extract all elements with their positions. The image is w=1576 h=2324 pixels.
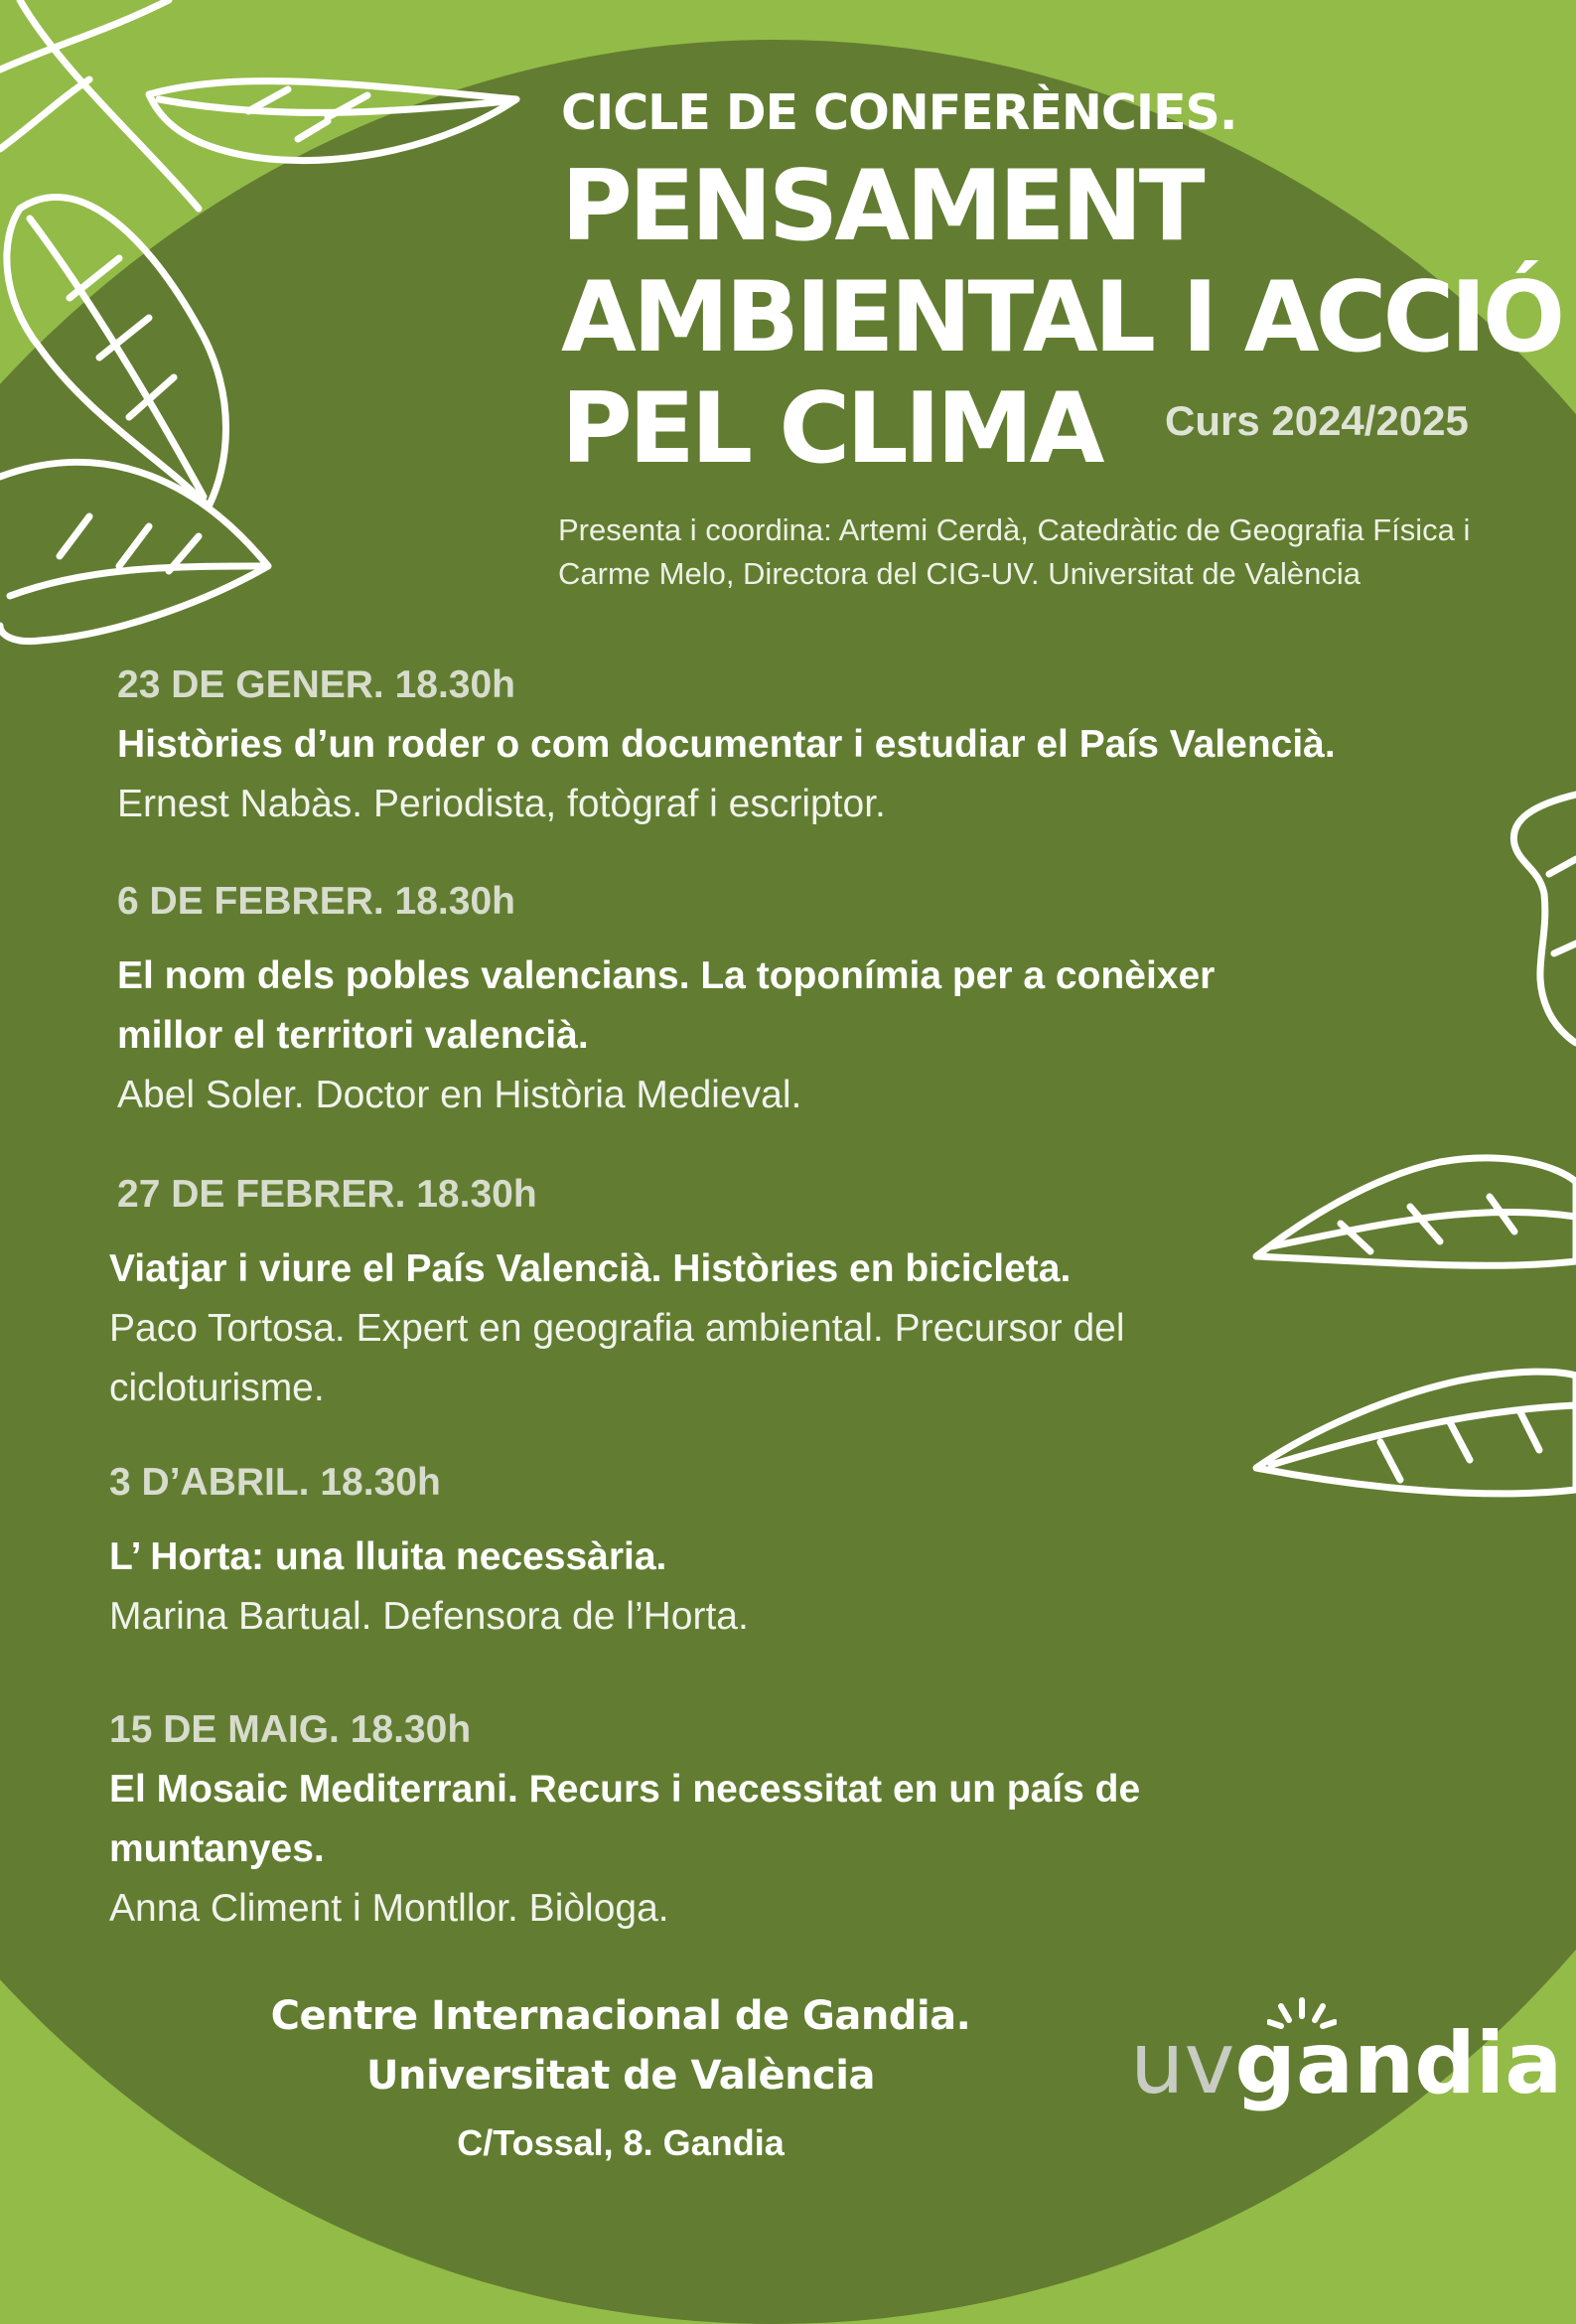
venue-line: Centre Internacional de Gandia. — [270, 1993, 971, 2039]
event-date: 23 DE GENER. 18.30h — [117, 663, 516, 706]
event-title: L’ Horta: una lluita necessària. — [109, 1535, 667, 1578]
presenter-info — [558, 508, 1561, 596]
venue-address: C/Tossal, 8. Gandia — [457, 2122, 785, 2163]
event-item-body — [109, 1239, 1529, 1418]
title-line: PENSAMENT — [561, 150, 1202, 263]
event-speaker: Paco Tortosa. Expert en geografia ambiental. Precursor del — [109, 1307, 1125, 1350]
venue-block — [209, 1986, 1033, 2175]
event-speaker: Abel Soler. Doctor en Història Medieval. — [117, 1074, 802, 1116]
title-line: PEL CLIMA — [561, 372, 1101, 486]
event-title: millor el territori valencià. — [117, 1014, 589, 1057]
event-speaker: cicloturisme. — [109, 1367, 325, 1409]
leaf-icon — [0, 79, 89, 149]
event-date: 15 DE MAIG. 18.30h — [109, 1708, 472, 1751]
event-item — [117, 1165, 1537, 1225]
course-year: Curs 2024/2025 — [1165, 397, 1469, 444]
event-item — [117, 872, 1537, 1125]
event-item — [117, 655, 1537, 834]
leaf-icon — [1549, 859, 1576, 953]
event-item — [109, 1453, 1529, 1647]
leaf-icon — [149, 81, 516, 161]
uv-gandia-logo — [1130, 2004, 1563, 2123]
leaf-icon — [60, 516, 199, 571]
title-line: AMBIENTAL I ACCIÓ — [561, 261, 1562, 374]
event-title: El nom dels pobles valencians. La toponímia per a conèixer — [117, 954, 1216, 997]
logo-text — [1130, 2014, 1562, 2113]
event-date: 27 DE FEBRER. 18.30h — [117, 1173, 537, 1216]
event-title: Viatjar i viure el País Valencià. Històries en bicicleta. — [109, 1247, 1072, 1290]
event-title: Històries d’un roder o com documentar i estudiar el País Valencià. — [117, 723, 1336, 766]
event-speaker: Anna Climent i Montllor. Biòloga. — [109, 1887, 669, 1930]
logo-name: gandia — [1234, 2014, 1563, 2113]
presenter-line: Carme Melo, Directora del CIG-UV. Universitat de València — [558, 556, 1361, 591]
event-speaker: Marina Bartual. Defensora de l’Horta. — [109, 1595, 749, 1638]
event-speaker: Ernest Nabàs. Periodista, fotògraf i escriptor. — [117, 783, 886, 825]
venue-line: Universitat de València — [366, 2053, 875, 2099]
event-date: 6 DE FEBRER. 18.30h — [117, 880, 515, 923]
presenter-line: Presenta i coordina: Artemi Cerdà, Catedràtic de Geografia Física i — [558, 512, 1471, 547]
logo-prefix: uv — [1130, 2014, 1235, 2113]
event-title: El Mosaic Mediterrani. Recurs i necessitat en un país de — [109, 1768, 1141, 1811]
event-date: 3 D’ABRIL. 18.30h — [109, 1461, 441, 1504]
event-item — [109, 1700, 1529, 1939]
series-kicker: CICLE DE CONFERÈNCIES. — [561, 84, 1237, 141]
event-title: muntanyes. — [109, 1827, 325, 1870]
leaf-icon — [70, 258, 174, 417]
